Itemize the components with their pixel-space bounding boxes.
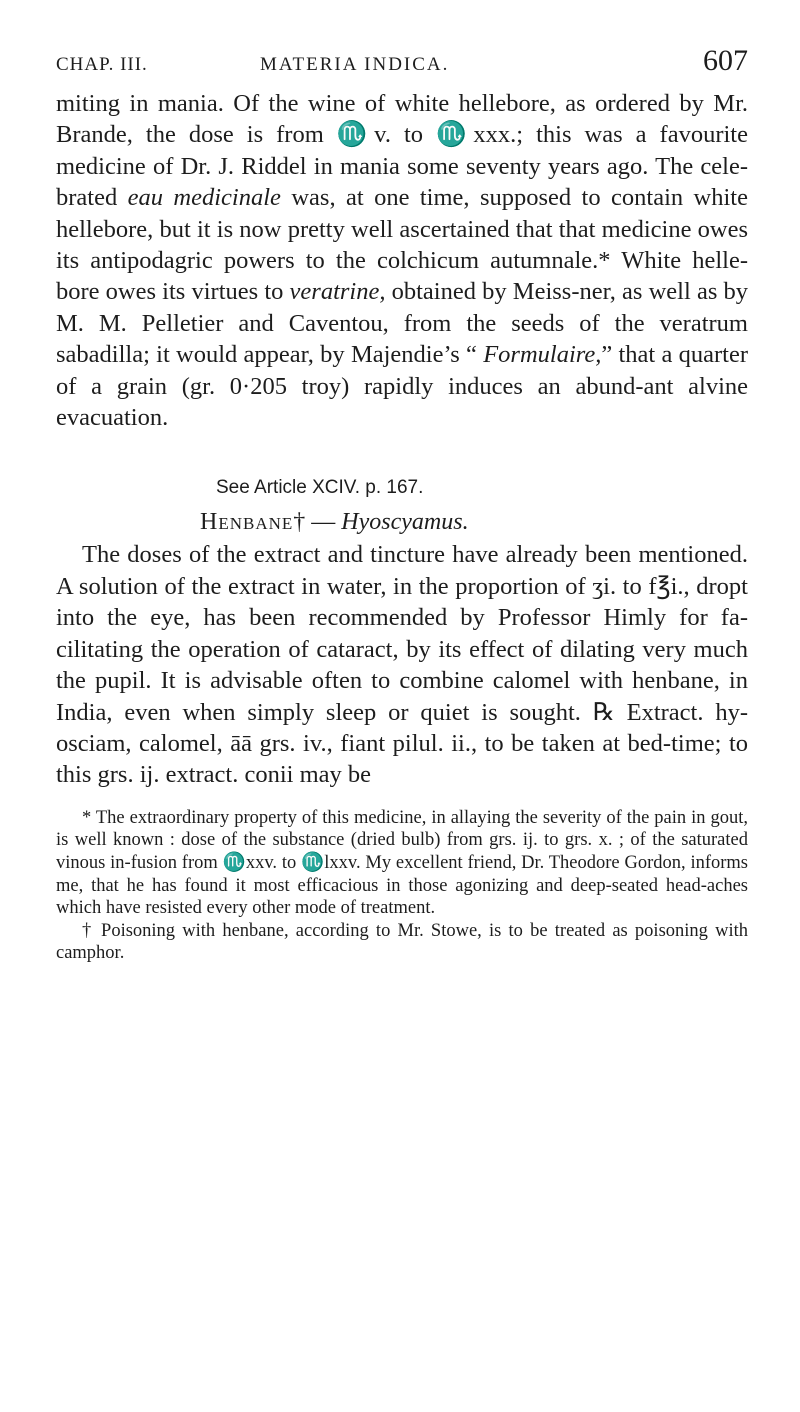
footnote-dagger: † Poisoning with henbane, according to Mr. Stowe, is to be treated as poisoning with camphor. xyxy=(56,920,748,964)
section-heading-henbane xyxy=(200,505,748,539)
book-page xyxy=(56,40,748,965)
heading-name: Henbane xyxy=(200,509,294,536)
footnote-star: * The extraordinary property of this medicine, in allaying the severity of the pain in gout, is well known : dose of the substance (dried bulb) from grs. ij. to grs. x. ; of the saturated vinous in-fusion from ♏xxv. to ♏lxxv. My excellent friend, Dr. Theodore Gordon, informs me, that he has found it most efficacious in those agonizing and deep-seated head-aches which have resisted every other mode of treatment. xyxy=(56,807,748,919)
heading-mark: † — xyxy=(293,509,342,536)
heading-latin: Hyoscyamus. xyxy=(341,509,469,536)
see-article-reference: See Article XCIV. p. 167. xyxy=(216,477,424,499)
paragraph-henbane: The doses of the extract and tincture have already been mentioned. A solution of the extract in water, in the proportion of ʒi. to f℥i., dropt into the eye, has been recommended by Professor Himly for fa-cilitating the operation of cataract, by its effect of dilating very much the pupil. It is advisable often to combine calomel with henbane, in India, even when simply sleep or quiet is sought. ℞ Extract. hy-osciam, calomel, āā grs. iv., fiant pilul. ii., to be taken at bed-time; to this grs. ij. extract. conii may be xyxy=(56,541,748,789)
running-header xyxy=(56,40,748,88)
page-number: 607 xyxy=(703,44,748,77)
running-title: MATERIA INDICA. xyxy=(260,54,450,75)
chapter-label: CHAP. III. xyxy=(56,54,148,75)
footnotes xyxy=(56,807,748,965)
paragraph-hellebore: miting in mania. Of the wine of white hellebore, as ordered by Mr. Brande, the dose is from ♏v. to ♏xxx.; this was a favourite medicine of Dr. J. Riddel in mania some seventy years ago. The cele-brated eau medicinale was, at one time, supposed to contain white hellebore, but it is now pretty well ascertained that that medicine owes its antipodagric powers to the colchicum autumnale.* White helle-bore owes its virtues to veratrine, obtained by Meiss-ner, as well as by M. M. Pelletier and Caventou, from the seeds of the veratrum sabadilla; it would appear, by Majendie’s “ Formulaire,” that a quarter of a grain (gr. 0·205 troy) rapidly induces an abund-ant alvine evacuation. xyxy=(56,90,748,432)
main-text xyxy=(56,88,748,791)
